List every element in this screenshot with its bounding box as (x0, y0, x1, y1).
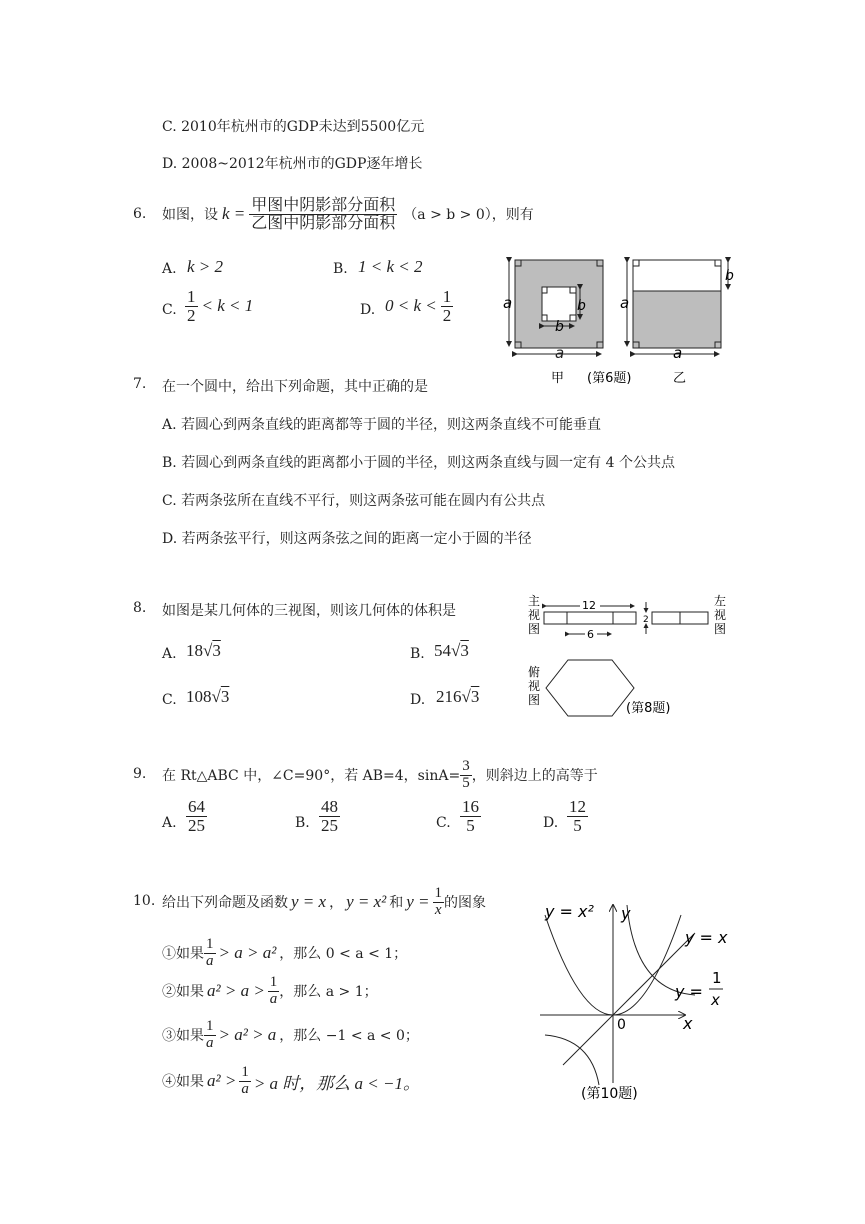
q9-option-fraction: $\frac{64}{25}$ (188, 797, 205, 835)
top-view-char1: 俯 (528, 665, 541, 679)
q10-stem: 给出下列命题及函数 y = x ， y = x² 和 y = $\frac{1}{x}$ 的图象 (162, 884, 487, 918)
front-view-char3: 图 (528, 622, 541, 636)
q9-option-label: B. (295, 815, 310, 831)
top-view-hexagon (546, 660, 634, 716)
jia-label-b-side: b (577, 298, 586, 314)
left-view-char3: 图 (714, 622, 727, 636)
fig8-caption: (第8题) (626, 701, 671, 716)
q8-number: 8. (133, 600, 147, 616)
top-view-char3: 图 (528, 693, 541, 707)
q7-option-a: A. 若圆心到两条直线的距离都等于圆的半径，则这两条直线不可能垂直 (162, 417, 602, 433)
q8-option-a: 18√3 (186, 641, 221, 660)
q6-number: 6. (133, 206, 147, 222)
q10-stem-frac: $\frac{1}{x}$ (434, 884, 443, 918)
q9-option-fraction: $\frac{48}{25}$ (321, 797, 338, 835)
q6-stem (162, 190, 534, 238)
yi-label-b: b (725, 268, 734, 284)
q8-option-d: 216√3 (436, 687, 480, 706)
q6-cond: （a > b > 0），则有 (403, 207, 534, 223)
label-y-eq-x2: y = x² (545, 902, 594, 921)
yi-caption: 乙 (673, 371, 687, 386)
q6-frac-num: 甲图中阴影部分面积 (251, 194, 396, 214)
q6-option-b-label: B. (333, 261, 348, 277)
fig6-caption: (第6题) (587, 371, 632, 386)
jia-label-a-side: a (503, 294, 513, 312)
q6-figure (495, 250, 735, 388)
hyperbola-branch-3 (545, 1035, 599, 1085)
q6-option-a-label: A. (162, 261, 177, 277)
q10-figure (535, 895, 740, 1105)
q6-option-c-frac (185, 288, 198, 325)
q6-k: k = (222, 204, 246, 223)
q10-prop-4: ④如果 a² > $\frac{1}{a}$ > a 时，那么 a < −1。 (162, 1063, 420, 1097)
left-view-char2: 视 (714, 608, 727, 622)
q10-prop-3: ③如果 $\frac{1}{a}$ > a² > a ，那么 −1 < a < 0； (162, 1017, 419, 1051)
label-x-axis: x (683, 1014, 693, 1033)
q5-option-d: D. 2008~2012年杭州市的GDP逐年增长 (162, 156, 423, 172)
q6-option-d-frac (441, 288, 454, 325)
q6-c-num: 1 (187, 287, 196, 306)
q9-option-label: C. (436, 815, 451, 831)
front-view-rect (544, 612, 636, 624)
q6-option-d (385, 288, 453, 325)
q9-option-fraction: $\frac{16}{5}$ (462, 797, 479, 835)
q9-stem (162, 752, 598, 798)
jia-label-a-bottom: a (555, 344, 565, 362)
q6-option-c (185, 288, 253, 325)
q7-option-b: B. 若圆心到两条直线的距离都小于圆的半径，则这两条直线与圆一定有 4 个公共点 (162, 455, 675, 471)
q6-frac-den: 乙图中阴影部分面积 (251, 212, 396, 232)
yi-label-a-bottom: a (673, 344, 683, 362)
top-view-char2: 视 (528, 679, 541, 693)
q8-option-d-label: D. (410, 692, 426, 708)
q6-c-den: 2 (187, 305, 196, 325)
jia-label-b-bottom: b (555, 319, 564, 335)
q6-c-rest: < k < 1 (201, 296, 254, 316)
q6-option-b: 1 < k < 2 (358, 257, 423, 276)
q8-option-a-label: A. (162, 646, 177, 662)
q9-option-label: A. (162, 815, 177, 831)
q6-option-c-label: C. (162, 302, 177, 318)
q8-option-b: 54√3 (434, 641, 469, 660)
fig10-caption: (第10题) (581, 1086, 638, 1102)
q9-number: 9. (133, 766, 147, 782)
q9-sin-frac: $\frac{3}{5}$ (462, 757, 470, 791)
q9-stem-post: ，则斜边上的高等于 (471, 768, 598, 784)
q6-d-num: 1 (442, 287, 452, 306)
dim-12: 12 (582, 599, 596, 612)
label-y-axis: y (621, 904, 631, 923)
q7-number: 7. (133, 376, 147, 392)
q6-d-den: 2 (442, 305, 452, 325)
q7-option-d: D. 若两条弦平行，则这两条弦之间的距离一定小于圆的半径 (162, 531, 532, 547)
q8-option-c-label: C. (162, 692, 177, 708)
q9-option-fraction: $\frac{12}{5}$ (569, 797, 586, 835)
label-origin: 0 (617, 1017, 626, 1033)
yi-label-a-side: a (620, 294, 630, 312)
q7-stem: 在一个圆中，给出下列命题，其中正确的是 (162, 379, 428, 395)
label-inv-den: x (711, 991, 720, 1009)
front-view-char2: 视 (528, 608, 541, 622)
q6-option-a: k > 2 (187, 257, 224, 276)
q8-option-c: 108√3 (186, 687, 230, 706)
label-y-eq-inv: y = (675, 982, 703, 1001)
label-y-eq-x: y = x (685, 928, 728, 947)
label-inv-num: 1 (712, 969, 722, 987)
q5-option-c: C. 2010年杭州市的GDP未达到5500亿元 (162, 119, 425, 135)
q6-d-pre: 0 < k < (385, 296, 437, 316)
left-view-char1: 左 (714, 594, 727, 608)
q6-intro: 如图，设 (162, 207, 218, 223)
q8-stem: 如图是某几何体的三视图，则该几何体的体积是 (162, 603, 456, 619)
dim-2: 2 (643, 615, 649, 625)
q6-fraction (249, 194, 397, 232)
q10-number: 10. (133, 893, 156, 909)
q9-option-label: D. (543, 815, 559, 831)
dim-6: 6 (587, 628, 594, 641)
q6-option-d-label: D. (360, 302, 376, 318)
yi-shaded-rect (633, 291, 721, 348)
q9-stem-pre: 在 Rt△ABC 中，∠C=90°，若 AB=4，sinA= (162, 768, 461, 784)
q7-option-c: C. 若两条弦所在直线不平行，则这两条弦可能在圆内有公共点 (162, 493, 546, 509)
front-view-char1: 主 (528, 594, 541, 608)
q10-prop-1: ①如果 $\frac{1}{a}$ > a > a² ，那么 0 < a < 1； (162, 935, 408, 969)
q10-prop-2: ②如果 a² > a > $\frac{1}{a}$ ，那么 a > 1； (162, 973, 378, 1007)
q8-option-b-label: B. (410, 646, 425, 662)
q8-figure (522, 592, 737, 722)
jia-caption: 甲 (551, 371, 565, 386)
